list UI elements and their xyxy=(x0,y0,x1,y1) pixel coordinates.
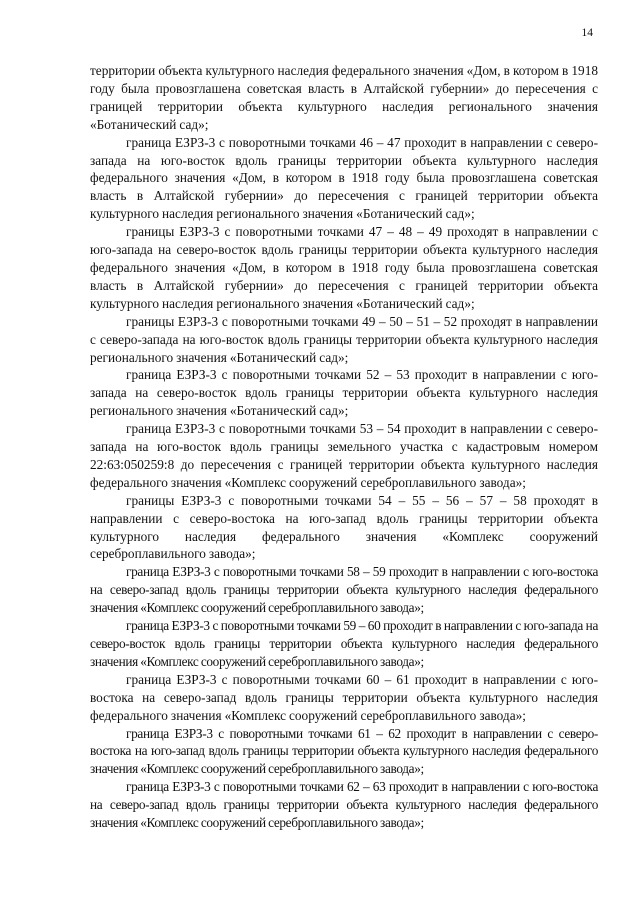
paragraph: граница ЕЗРЗ-3 с поворотными точками 52 – 53 проходит в направлении с юго-запада на северо-восток вдоль границы территории объекта культурного наследия регионального значения «Ботанический сад»; xyxy=(90,367,598,419)
paragraph: граница ЕЗРЗ-3 с поворотными точками 62 – 63 проходит в направлении с юго-востока на северо-запад вдоль границы территории объекта культурного наследия федерального значения «Комплекс сооружений сереброплавильного завода»; xyxy=(90,779,598,831)
paragraph: граница ЕЗРЗ-3 с поворотными точками 58 – 59 проходит в направлении с юго-востока на северо-запад вдоль границы территории объекта культурного наследия федерального значения «Комплекс сооружений сереброплавильного завода»; xyxy=(90,564,598,616)
paragraph: граница ЕЗРЗ-3 с поворотными точками 59 – 60 проходит в направлении с юго-запада на северо-восток вдоль границы территории объекта культурного наследия федерального значения «Комплекс сооружений сереброплавильного завода»; xyxy=(90,618,598,669)
paragraph: граница ЕЗРЗ-3 с поворотными точками 60 – 61 проходит в направлении с юго-востока на северо-запад вдоль границы территории объекта культурного наследия федерального значения «Комплекс сооружений сереброплавильного завода»; xyxy=(90,671,598,723)
paragraph: границы ЕЗРЗ-3 с поворотными точками 54 – 55 – 56 – 57 – 58 проходят в направлении с северо-востока на юго-запад вдоль границы территории объекта культурного наследия федерального значения «Комплекс сооружений сереброплавильного завода»; xyxy=(90,492,598,562)
page-number: 14 xyxy=(581,27,593,39)
paragraph: граница ЕЗРЗ-3 с поворотными точками 53 – 54 проходит в направлении с северо-запада на юго-восток вдоль границы земельного участка с кадастровым номером 22:63:050259:8 до пересечения с границей территории объекта культурного наследия федерального значения «Комплекс сооружений сереброплавильного завода»; xyxy=(90,421,598,490)
paragraph: территории объекта культурного наследия федерального значения «Дом, в котором в 1918 году была провозглашена советская власть в Алтайской губернии» до пересечения с границей территории объекта культурного наследия регионального значения «Ботанический сад»; xyxy=(90,63,598,132)
paragraph: граница ЕЗРЗ-3 с поворотными точками 61 – 62 проходит в направлении с северо-востока на юго-запад вдоль границы территории объекта культурного наследия федерального значения «Комплекс сооружений сереброплавильного завода»; xyxy=(90,725,598,777)
document-body xyxy=(90,62,598,832)
paragraph: границы ЕЗРЗ-3 с поворотными точками 49 – 50 – 51 – 52 проходят в направлении с северо-запада на юго-восток вдоль границы территории объекта культурного наследия регионального значения «Ботанический сад»; xyxy=(90,313,598,365)
paragraph: границы ЕЗРЗ-3 с поворотными точками 47 – 48 – 49 проходят в направлении с юго-запада на северо-восток вдоль границы территории объекта культурного наследия федерального значения «Дом, в котором в 1918 году была провозглашена советская власть в Алтайской губернии» до пересечения с границей территории объекта культурного наследия регионального значения «Ботанический сад»; xyxy=(90,224,598,311)
paragraph: граница ЕЗРЗ-3 с поворотными точками 46 – 47 проходит в направлении с северо-запада на юго-восток вдоль границы территории объекта культурного наследия федерального значения «Дом, в котором в 1918 году была провозглашена советская власть в Алтайской губернии» до пересечения с границей территории объекта культурного наследия регионального значения «Ботанический сад»; xyxy=(90,134,598,222)
